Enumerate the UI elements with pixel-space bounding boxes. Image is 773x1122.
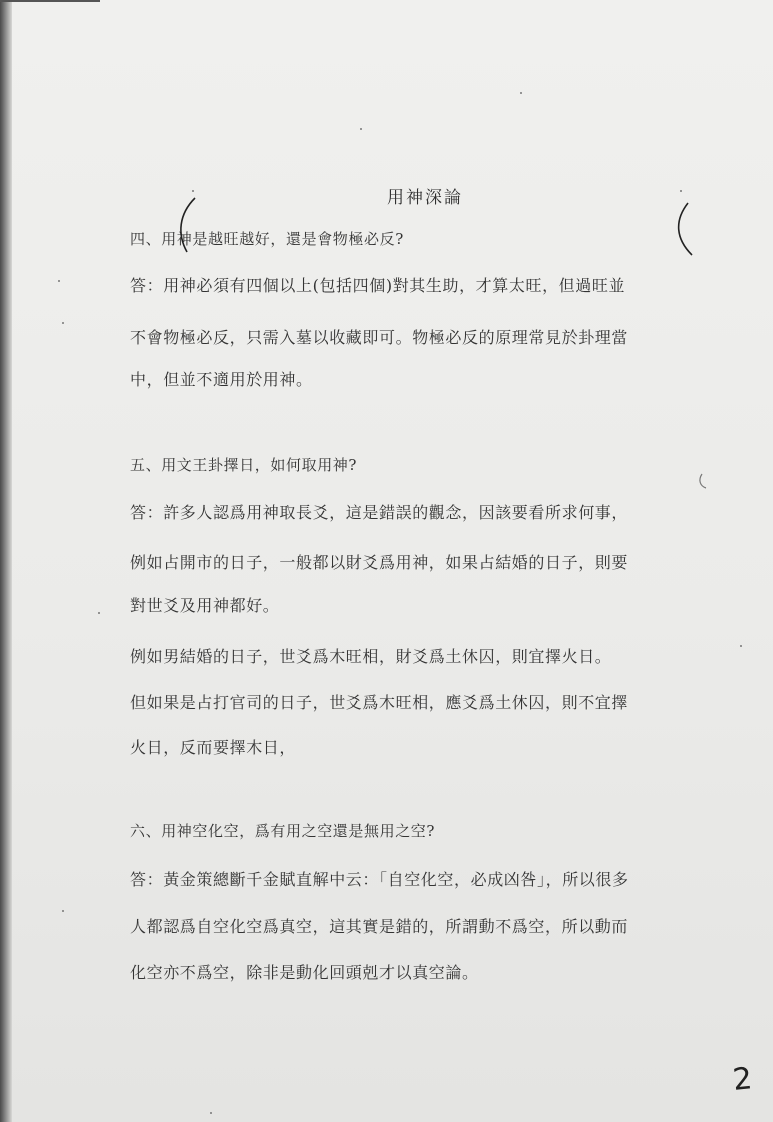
answer-5-line-6: 火日，反而要擇木日， xyxy=(130,738,297,757)
scan-speck xyxy=(360,128,362,130)
answer-4-line-2: 不會物極必反，只需入墓以收藏即可。物極必反的原理常見於卦理當 xyxy=(130,328,629,347)
question-5: 五、用文王卦擇日，如何取用神? xyxy=(130,456,358,474)
scan-shadow-left xyxy=(0,0,12,1122)
page-title: 用神深論 xyxy=(387,188,463,208)
answer-6-line-2: 人都認爲自空化空爲真空，這其實是錯的，所謂動不爲空，所以動而 xyxy=(130,917,629,936)
scan-speck xyxy=(520,92,522,94)
answer-5-line-1: 答：許多人認爲用神取長爻，這是錯誤的觀念，因該要看所求何事， xyxy=(130,503,629,522)
pen-hook-mark xyxy=(690,470,714,494)
answer-4-line-1: 答：用神必須有四個以上(包括四個)對其生助，才算太旺，但過旺並 xyxy=(130,276,626,295)
answer-5-line-5: 但如果是占打官司的日子，世爻爲木旺相，應爻爲土休囚，則不宜擇 xyxy=(130,693,629,712)
page-number: 2 xyxy=(731,1061,754,1098)
scan-speck xyxy=(210,1112,212,1114)
scan-speck xyxy=(740,645,742,647)
question-4: 四、用神是越旺越好，還是會物極必反? xyxy=(130,230,404,248)
scan-speck xyxy=(680,190,682,192)
answer-6-line-3: 化空亦不爲空，除非是動化回頭剋才以真空論。 xyxy=(130,963,479,982)
answer-5-line-4: 例如男結婚的日子，世爻爲木旺相，財爻爲土休囚，則宜擇火日。 xyxy=(130,647,612,666)
pen-bracket-right-mark xyxy=(668,195,708,265)
scan-speck xyxy=(98,612,100,614)
question-6: 六、用神空化空，爲有用之空還是無用之空? xyxy=(130,822,436,840)
answer-5-line-2: 例如占開市的日子，一般都以財爻爲用神，如果占結婚的日子，則要 xyxy=(130,553,629,572)
scan-speck xyxy=(62,322,64,324)
scan-line-top xyxy=(0,0,100,2)
answer-4-line-3: 中，但並不適用於用神。 xyxy=(130,370,313,389)
answer-5-line-3: 對世爻及用神都好。 xyxy=(130,596,280,615)
scan-speck xyxy=(58,280,60,282)
scan-speck xyxy=(192,190,194,192)
pen-bracket-left-mark xyxy=(165,190,205,270)
scan-speck xyxy=(62,910,64,912)
answer-6-line-1: 答：黃金策總斷千金賦直解中云：「自空化空，必成凶咎」，所以很多 xyxy=(130,870,629,889)
